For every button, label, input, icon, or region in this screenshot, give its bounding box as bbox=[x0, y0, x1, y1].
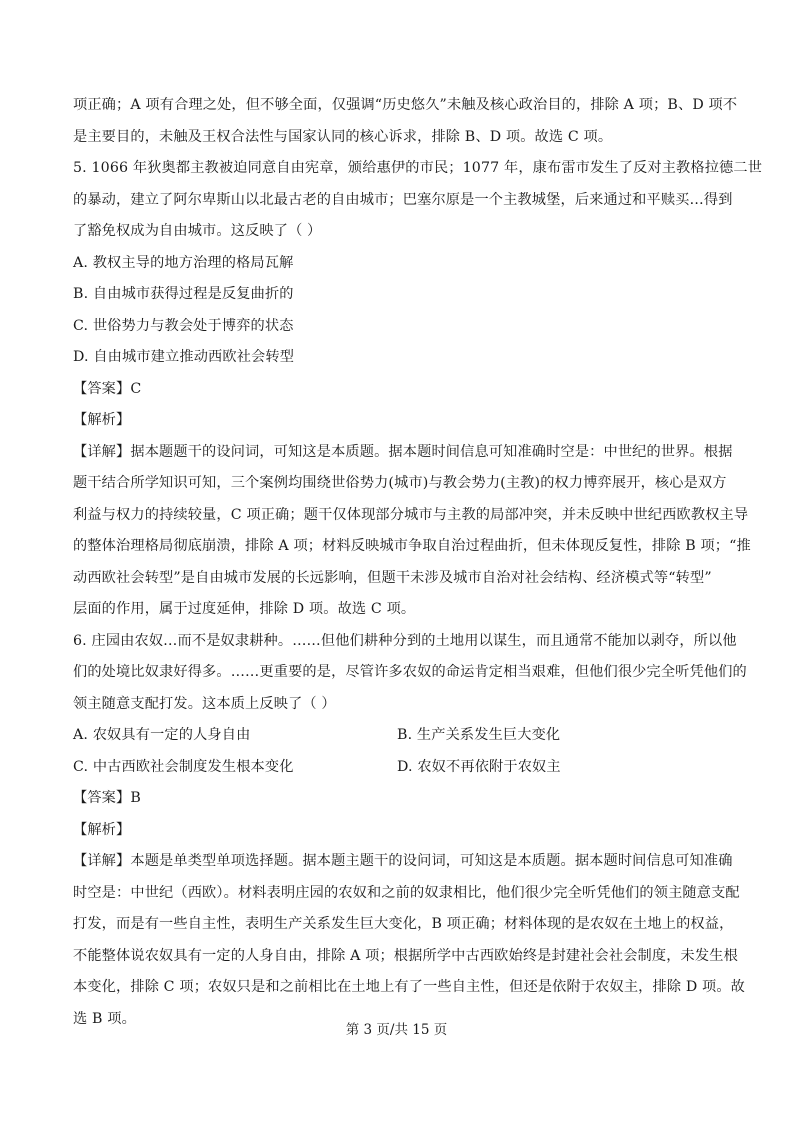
page-footer: 第 3 页/共 15 页 bbox=[345, 1022, 448, 1038]
q6-option-a: A. 农奴具有一定的人身自由 bbox=[73, 727, 251, 743]
q6-answer: 【答案】B bbox=[73, 790, 141, 806]
q6-stem-line-1: 6. 庄园由农奴…而不是奴隶耕种。……但他们耕种分到的土地用以谋生，而且通常不能加以剥夺，所以他 bbox=[73, 632, 737, 649]
q6-detail-line-1: 【详解】本题是单类型单项选择题。据本题主题干的设问词，可知这是本质题。据本题时间信息可知准确 bbox=[73, 853, 733, 869]
q5-stem-line-2: 的暴动，建立了阿尔卑斯山以北最古老的自由城市；巴塞尔原是一个主教城堡，后来通过和平赎买…得到 bbox=[73, 191, 733, 208]
q4-analysis-line-2: 是主要目的，未触及王权合法性与国家认同的核心诉求，排除 B、D 项。故选 C 项。 bbox=[73, 128, 613, 145]
q5-detail-line-2: 题干结合所学知识可知，三个案例均围绕世俗势力(城市)与教会势力(主教)的权力博弈展开，核心是双方 bbox=[73, 475, 727, 491]
q5-option-d: D. 自由城市建立推动西欧社会转型 bbox=[73, 349, 295, 365]
q6-option-c: C. 中古西欧社会制度发生根本变化 bbox=[73, 758, 294, 775]
q5-detail-line-6: 层面的作用，属于过度延伸，排除 D 项。故选 C 项。 bbox=[73, 601, 416, 617]
q5-detail-line-4: 的整体治理格局彻底崩溃，排除 A 项；材料反映城市争取自治过程曲折，但未体现反复性，排除 B 项；“推 bbox=[73, 538, 751, 554]
q5-analysis-label: 【解析】 bbox=[73, 412, 131, 428]
q6-options-row-1 bbox=[73, 720, 723, 752]
q5-detail-line-3: 利益与权力的持续较量，C 项正确；题干仅体现部分城市与主教的局部冲突，并未反映中世纪西欧教权主导 bbox=[73, 506, 749, 523]
q5-option-c: C. 世俗势力与教会处于博弈的状态 bbox=[73, 317, 294, 334]
q6-options-row-2 bbox=[73, 752, 723, 784]
q5-stem-line-3: 了豁免权成为自由城市。这反映了（ ） bbox=[73, 223, 322, 239]
q5-answer: 【答案】C bbox=[73, 380, 142, 397]
q6-stem-line-3: 领主随意支配打发。这本质上反映了（ ） bbox=[73, 695, 336, 712]
q5-option-a: A. 教权主导的地方治理的格局瓦解 bbox=[73, 254, 294, 271]
q5-option-b: B. 自由城市获得过程是反复曲折的 bbox=[73, 286, 294, 302]
q5-detail-line-1: 【详解】据本题题干的设问词，可知这是本质题。据本题时间信息可知准确时空是：中世纪的世界。根据 bbox=[73, 443, 733, 460]
q6-detail-line-5: 本变化，排除 C 项；农奴只是和之前相比在土地上有了一些自主性，但还是依附于农奴主，排除 D 项。故 bbox=[73, 979, 746, 995]
question-5 bbox=[73, 153, 763, 626]
q6-detail-line-2: 时空是：中世纪（西欧）。材料表明庄园的农奴和之前的奴隶相比，他们很少完全听凭他们的领主随意支配 bbox=[73, 884, 740, 901]
document-page bbox=[73, 90, 763, 1035]
q6-detail-line-6: 选 B 项。 bbox=[73, 1010, 136, 1027]
q6-stem-line-2: 们的处境比奴隶好得多。……更重要的是，尽管许多农奴的命运肯定相当艰难，但他们很少完全听凭他们的 bbox=[73, 664, 747, 680]
q5-detail-line-5: 动西欧社会转型”是自由城市发展的长远影响，但题干未涉及城市自治对社会结构、经济模式等“转型” bbox=[73, 569, 712, 586]
q6-option-d: D. 农奴不再依附于农奴主 bbox=[397, 758, 561, 775]
q6-detail-line-4: 不能整体说农奴具有一定的人身自由，排除 A 项；根据所学中古西欧始终是封建社会社会制度，未发生根 bbox=[73, 947, 738, 964]
question-6 bbox=[73, 626, 747, 1036]
q4-analysis-line-1: 项正确；A 项有合理之处，但不够全面，仅强调“历史悠久”未触及核心政治目的，排除 A 项；B、D 项不 bbox=[73, 97, 738, 113]
q6-option-b: B. 生产关系发生巨大变化 bbox=[397, 727, 561, 743]
q5-stem-line-1: 5. 1066 年狄奥都主教被迫同意自由宪章，颁给惠伊的市民；1077 年，康布雷市发生了反对主教格拉德二世 bbox=[73, 160, 763, 176]
q6-detail-line-3: 打发，而是有一些自主性，表明生产关系发生巨大变化，B 项正确；材料体现的是农奴在土地上的权益， bbox=[73, 916, 734, 932]
q6-analysis-label: 【解析】 bbox=[73, 821, 131, 838]
